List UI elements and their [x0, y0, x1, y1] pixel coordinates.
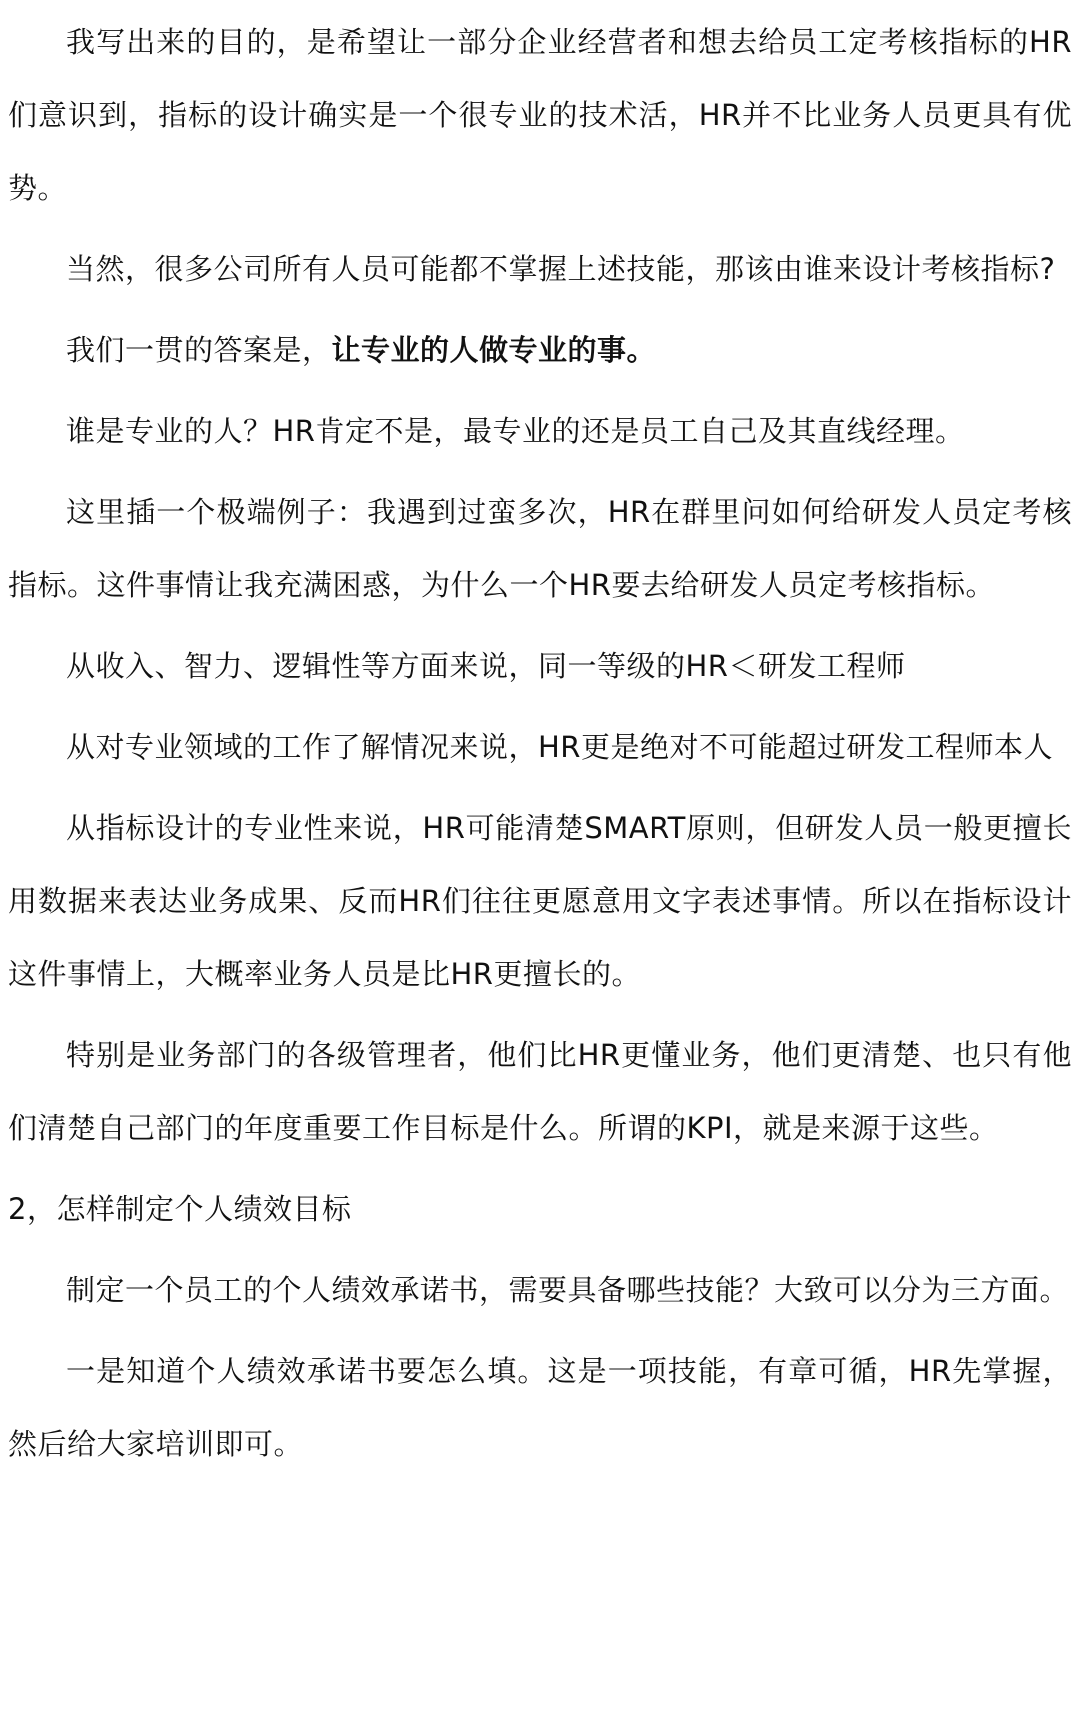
paragraph-purpose: 我写出来的目的，是希望让一部分企业经营者和想去给员工定考核指标的HR们意识到，指标的设计确实是一个很专业的技术活，HR并不比业务人员更具有优势。 — [8, 25, 1072, 205]
paragraph-skills: 制定一个员工的个人绩效承诺书，需要具备哪些技能？大致可以分为三方面。 — [66, 1273, 1070, 1307]
answer-prefix: 我们一贯的答案是， — [66, 333, 332, 367]
paragraph-who-is-professional: 谁是专业的人？HR肯定不是，最专业的还是员工自己及其直线经理。 — [66, 414, 965, 448]
paragraph-who-designs: 当然，很多公司所有人员可能都不掌握上述技能，那该由谁来设计考核指标? — [66, 252, 1056, 286]
paragraph-skill-one: 一是知道个人绩效承诺书要怎么填。这是一项技能，有章可循，HR先掌握，然后给大家培训即可。 — [8, 1354, 1072, 1461]
paragraph-domain-knowledge: 从对专业领域的工作了解情况来说，HR更是绝对不可能超过研发工程师本人 — [66, 730, 1053, 764]
paragraph-managers: 特别是业务部门的各级管理者，他们比HR更懂业务，他们更清楚、也只有他们清楚自己部门的年度重要工作目标是什么。所谓的KPI，就是来源于这些。 — [8, 1038, 1072, 1145]
answer-emphasis: 让专业的人做专业的事。 — [331, 333, 657, 367]
paragraph-answer — [8, 314, 1072, 387]
document-body — [8, 6, 1072, 1489]
paragraph-income-comparison: 从收入、智力、逻辑性等方面来说，同一等级的HR＜研发工程师 — [66, 649, 906, 683]
paragraph-extreme-example: 这里插一个极端例子：我遇到过蛮多次，HR在群里问如何给研发人员定考核指标。这件事情让我充满困惑，为什么一个HR要去给研发人员定考核指标。 — [8, 495, 1072, 602]
paragraph-indicator-design: 从指标设计的专业性来说，HR可能清楚SMART原则，但研发人员一般更擅长用数据来表达业务成果、反而HR们往往更愿意用文字表述事情。所以在指标设计这件事情上，大概率业务人员是比HR更擅长的。 — [8, 811, 1072, 991]
section-heading: 2，怎样制定个人绩效目标 — [8, 1192, 352, 1226]
